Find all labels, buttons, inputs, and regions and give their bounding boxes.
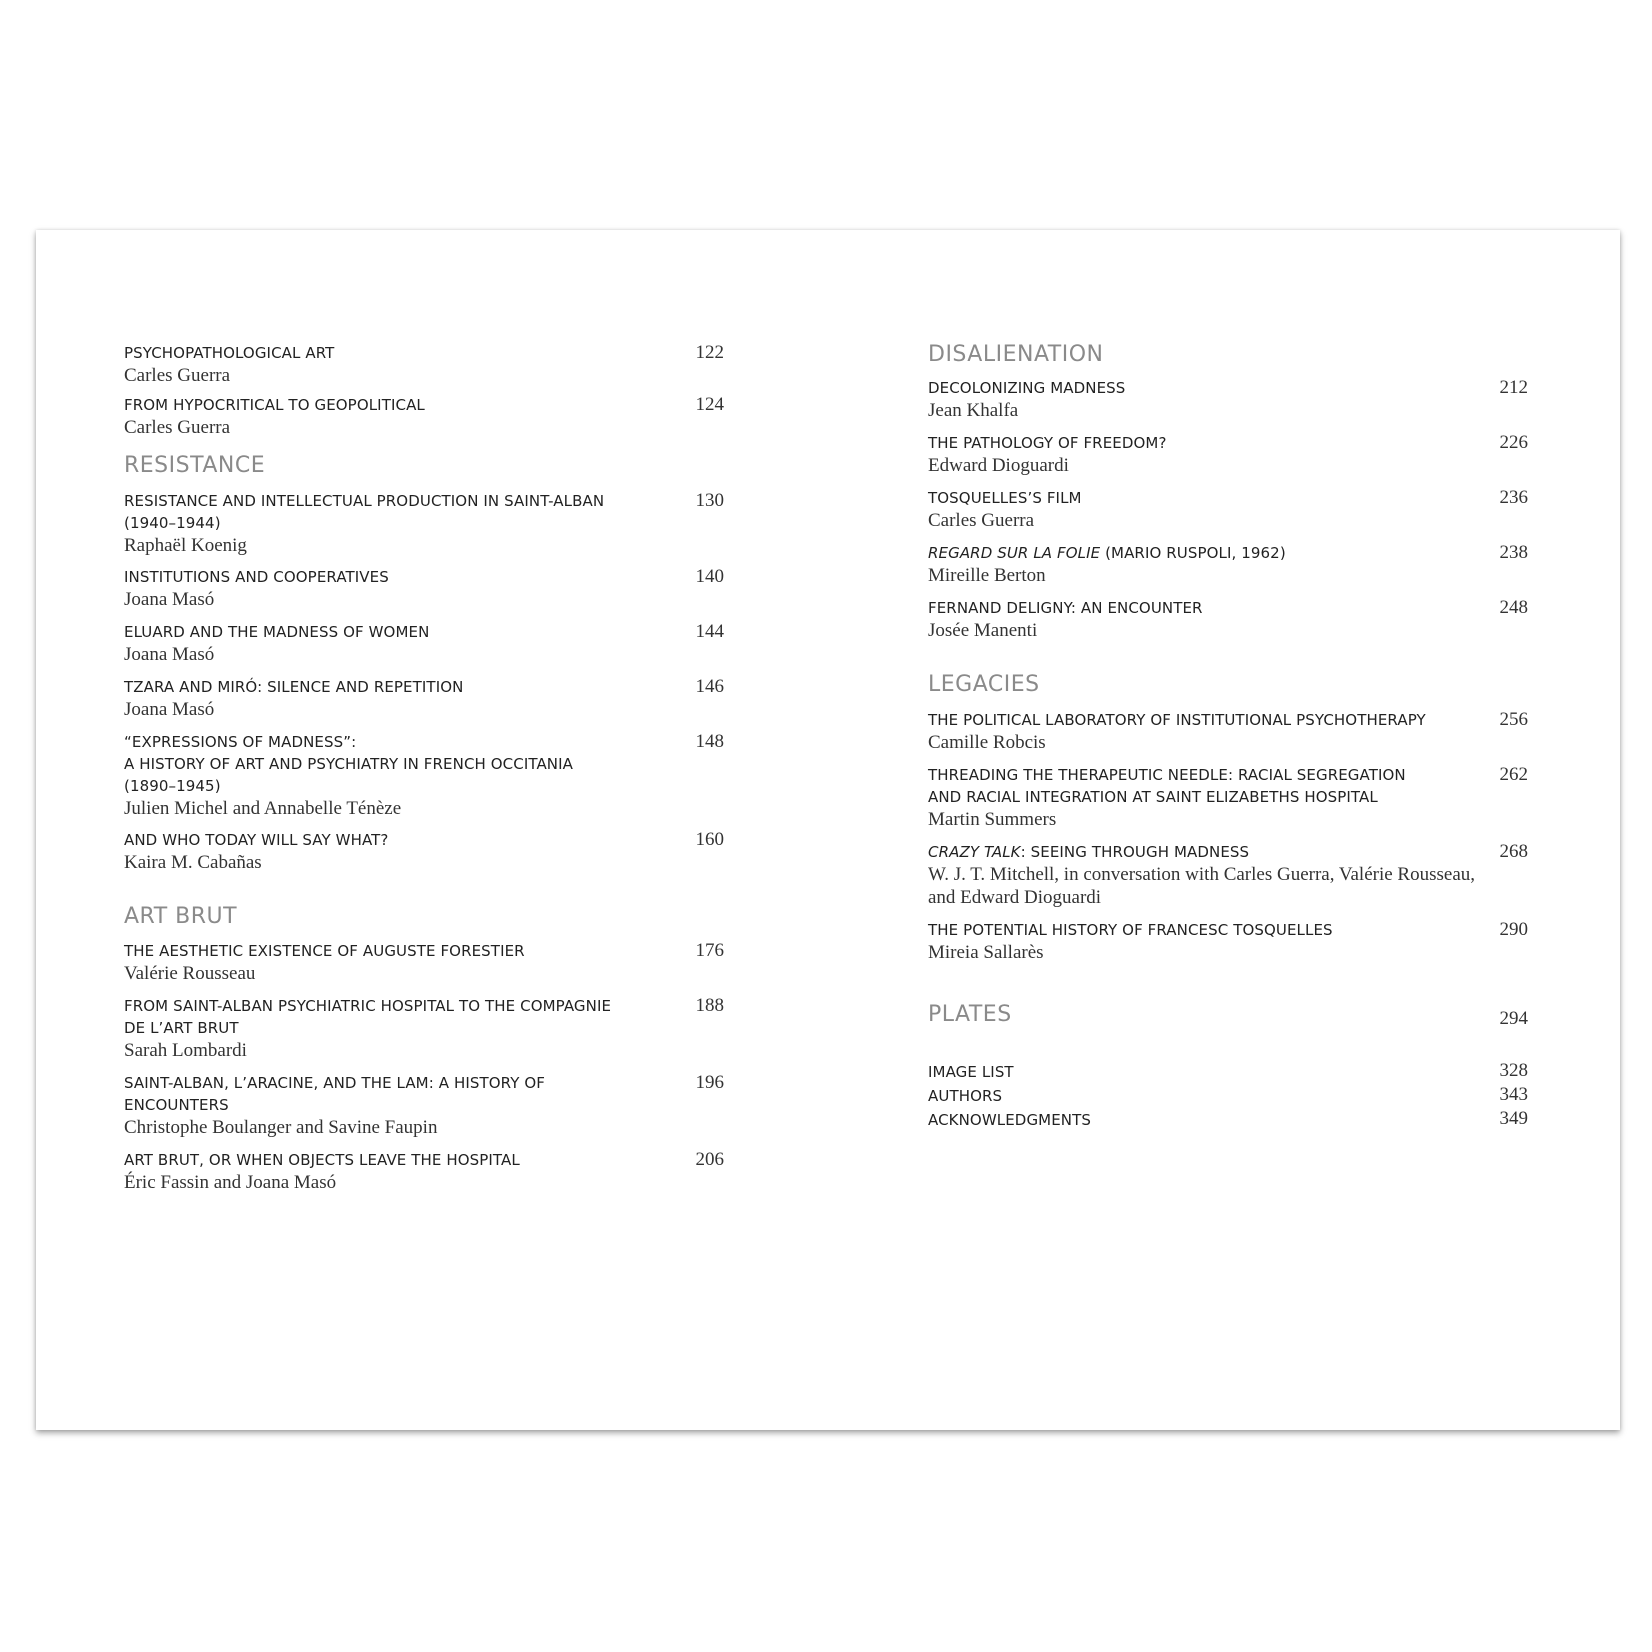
entry-page: 268 <box>1499 841 1528 862</box>
toc-entry[interactable] <box>124 342 724 387</box>
entry-page: 146 <box>695 676 724 697</box>
book-spread <box>36 230 1620 1430</box>
entry-title: THE AESTHETIC EXISTENCE OF AUGUSTE FORESTIER <box>124 942 525 960</box>
title-line: “EXPRESSIONS OF MADNESS”: <box>124 733 357 751</box>
toc-entry[interactable] <box>124 621 724 666</box>
entry-title: FROM HYPOCRITICAL TO GEOPOLITICAL <box>124 396 425 414</box>
entry-page: 226 <box>1499 432 1528 453</box>
entry-author: Kaira M. Cabañas <box>124 852 262 873</box>
title-rest: (MARIO RUSPOLI, 1962) <box>1100 544 1286 562</box>
entry-title: ELUARD AND THE MADNESS OF WOMEN <box>124 623 430 641</box>
section-heading-legacies: LEGACIES <box>928 672 1040 697</box>
toc-entry[interactable] <box>124 940 724 985</box>
title-line: FROM SAINT-ALBAN PSYCHIATRIC HOSPITAL TO THE COMPAGNIE <box>124 997 612 1015</box>
section-heading-art-brut: ART BRUT <box>124 904 238 929</box>
section-heading-disalienation: DISALIENATION <box>928 342 1104 367</box>
entry-title: TZARA AND MIRÓ: SILENCE AND REPETITION <box>124 678 464 696</box>
entry-title: AUTHORS <box>928 1087 1003 1105</box>
toc-entry[interactable] <box>124 394 724 439</box>
entry-author: Jean Khalfa <box>928 400 1019 421</box>
entry-author: Carles Guerra <box>124 417 231 438</box>
entry-title: TOSQUELLES’S FILM <box>928 489 1082 507</box>
entry-page: 248 <box>1499 597 1528 618</box>
toc-entry[interactable] <box>928 542 1528 587</box>
title-line: RESISTANCE AND INTELLECTUAL PRODUCTION IN SAINT-ALBAN <box>124 492 605 510</box>
title-line: (1890–1945) <box>124 777 221 795</box>
toc-entry[interactable] <box>124 731 724 820</box>
entry-author: Christophe Boulanger and Savine Faupin <box>124 1117 438 1138</box>
entry-author: Mireia Sallarès <box>928 942 1044 963</box>
title-italic: CRAZY TALK <box>928 843 1021 861</box>
entry-page: 290 <box>1499 919 1528 940</box>
title-line: A HISTORY OF ART AND PSYCHIATRY IN FRENCH OCCITANIA <box>124 755 574 773</box>
toc-entry-plates[interactable] <box>928 1002 1528 1027</box>
toc-entry[interactable] <box>124 490 724 557</box>
entry-page: 236 <box>1499 487 1528 508</box>
title-line: (1940–1944) <box>124 514 221 532</box>
entry-title <box>124 1072 654 1116</box>
entry-author: Julien Michel and Annabelle Ténèze <box>124 798 402 819</box>
entry-page: 343 <box>1499 1084 1528 1105</box>
toc-entry[interactable] <box>928 1084 1528 1108</box>
entry-page: 212 <box>1499 377 1528 398</box>
entry-title: THE POLITICAL LABORATORY OF INSTITUTIONAL PSYCHOTHERAPY <box>928 711 1426 729</box>
entry-author: Edward Dioguardi <box>928 455 1069 476</box>
entry-title: AND WHO TODAY WILL SAY WHAT? <box>124 831 389 849</box>
title-line: DE L’ART BRUT <box>124 1019 239 1037</box>
toc-entry[interactable] <box>928 487 1528 532</box>
entry-author: Josée Manenti <box>928 620 1038 641</box>
entry-title: IMAGE LIST <box>928 1063 1014 1081</box>
title-rest: : SEEING THROUGH MADNESS <box>1020 843 1250 861</box>
entry-title <box>124 731 654 797</box>
toc-entry[interactable] <box>928 432 1528 477</box>
entry-page: 122 <box>695 342 724 363</box>
toc-entry[interactable] <box>124 829 724 874</box>
entry-page: 238 <box>1499 542 1528 563</box>
entry-title <box>124 995 654 1039</box>
entry-page: 196 <box>695 1072 724 1093</box>
toc-entry[interactable] <box>928 709 1528 754</box>
entry-page: 140 <box>695 566 724 587</box>
entry-title: THE PATHOLOGY OF FREEDOM? <box>928 434 1167 452</box>
toc-entry[interactable] <box>928 841 1528 909</box>
entry-title: FERNAND DELIGNY: AN ENCOUNTER <box>928 599 1203 617</box>
entry-author: Martin Summers <box>928 809 1057 830</box>
entry-title: INSTITUTIONS AND COOPERATIVES <box>124 568 389 586</box>
entry-author: Raphaël Koenig <box>124 535 247 556</box>
entry-page: 176 <box>695 940 724 961</box>
toc-entry[interactable] <box>928 764 1528 831</box>
entry-page: 256 <box>1499 709 1528 730</box>
entry-page: 294 <box>1499 1008 1528 1029</box>
entry-page: 206 <box>695 1149 724 1170</box>
entry-author: Joana Masó <box>124 589 215 610</box>
author-line: and Edward Dioguardi <box>928 887 1102 908</box>
author-line: W. J. T. Mitchell, in conversation with Carles Guerra, Valérie Rousseau, <box>928 864 1476 885</box>
entry-title: DECOLONIZING MADNESS <box>928 379 1126 397</box>
entry-author: Sarah Lombardi <box>124 1040 247 1061</box>
entry-title <box>928 764 1458 808</box>
toc-entry[interactable] <box>124 676 724 721</box>
title-italic: REGARD SUR LA FOLIE <box>928 544 1101 562</box>
section-heading-plates: PLATES <box>928 1002 1012 1027</box>
entry-author: Carles Guerra <box>124 365 231 386</box>
entry-author <box>928 863 1528 909</box>
entry-author: Mireille Berton <box>928 565 1046 586</box>
section-heading-resistance: RESISTANCE <box>124 453 266 478</box>
entry-author: Camille Robcis <box>928 732 1046 753</box>
entry-author: Carles Guerra <box>928 510 1035 531</box>
entry-page: 160 <box>695 829 724 850</box>
entry-page: 349 <box>1499 1108 1528 1129</box>
toc-entry[interactable] <box>124 566 724 611</box>
entry-author: Éric Fassin and Joana Masó <box>124 1172 337 1193</box>
title-line: AND RACIAL INTEGRATION AT SAINT ELIZABETHS HOSPITAL <box>928 788 1378 806</box>
title-line: THREADING THE THERAPEUTIC NEEDLE: RACIAL SEGREGATION <box>928 766 1406 784</box>
entry-page: 328 <box>1499 1060 1528 1081</box>
title-line: SAINT-ALBAN, L’ARACINE, AND THE LAM: A HISTORY OF <box>124 1074 545 1092</box>
entry-title: ACKNOWLEDGMENTS <box>928 1111 1091 1129</box>
entry-title: ART BRUT, OR WHEN OBJECTS LEAVE THE HOSPITAL <box>124 1151 520 1169</box>
entry-page: 188 <box>695 995 724 1016</box>
entry-title <box>928 542 1458 564</box>
title-line: ENCOUNTERS <box>124 1096 229 1114</box>
entry-author: Joana Masó <box>124 644 215 665</box>
entry-page: 148 <box>695 731 724 752</box>
toc-entry[interactable] <box>124 1072 724 1139</box>
toc-entry[interactable] <box>124 1149 724 1194</box>
entry-author: Joana Masó <box>124 699 215 720</box>
toc-entry[interactable] <box>928 919 1528 964</box>
entry-page: 130 <box>695 490 724 511</box>
entry-author: Valérie Rousseau <box>124 963 256 984</box>
toc-entry[interactable] <box>928 597 1528 642</box>
entry-title: PSYCHOPATHOLOGICAL ART <box>124 344 335 362</box>
entry-title <box>124 490 654 534</box>
toc-entry[interactable] <box>928 1108 1528 1132</box>
entry-title <box>928 841 1458 863</box>
toc-entry[interactable] <box>124 995 724 1062</box>
entry-page: 262 <box>1499 764 1528 785</box>
entry-page: 124 <box>695 394 724 415</box>
toc-entry[interactable] <box>928 1060 1528 1084</box>
entry-title: THE POTENTIAL HISTORY OF FRANCESC TOSQUELLES <box>928 921 1333 939</box>
entry-page: 144 <box>695 621 724 642</box>
toc-entry[interactable] <box>928 377 1528 422</box>
